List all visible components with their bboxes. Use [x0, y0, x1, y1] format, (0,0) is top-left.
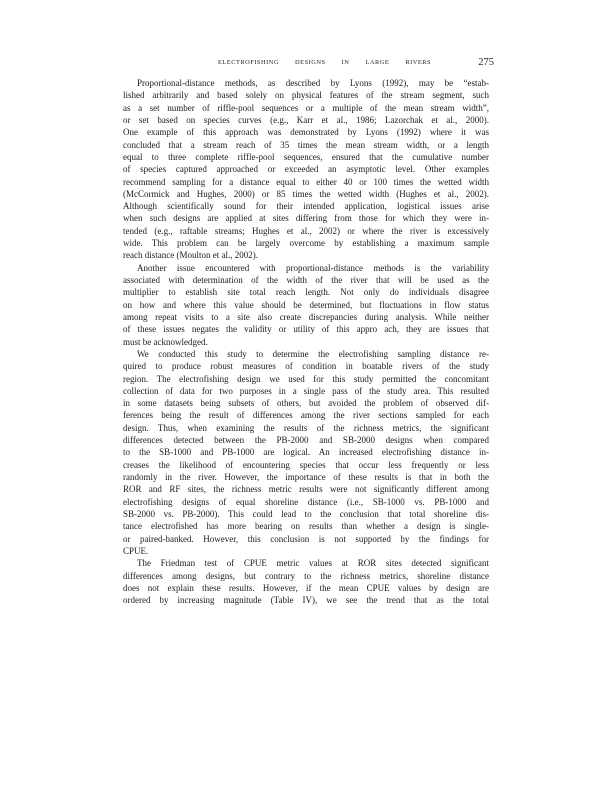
text-line: collection of data for two purposes in a single pass of the study area. This resulted — [123, 385, 489, 396]
text-line: tance electrofished has more bearing on results than whether a design is single- — [123, 521, 489, 532]
text-line: ordered by increasing magnitude (Table IV), we see the trend that as the total — [123, 595, 489, 606]
text-line: SB-2000 vs. PB-2000). This could lead to the conclusion that total shoreline dis- — [123, 508, 489, 519]
text-line: to the SB-1000 and PB-1000 are logical. An increased electrofishing distance in- — [123, 447, 489, 458]
text-line: Although scientifically sound for their intended application, logistical issues arise — [123, 201, 489, 212]
text-line: does not explain these results. However, if the mean CPUE values by design are — [123, 582, 489, 593]
text-line: recommend sampling for a distance equal to either 40 or 100 times the wetted width — [123, 176, 489, 187]
text-line: We conducted this study to determine the electrofishing sampling distance re- — [137, 348, 489, 359]
text-line: equal to three complete riffle-pool sequences, ensured that the cumulative number — [123, 151, 489, 162]
text-line: electrofishing designs of equal shoreline distance (i.e., SB-1000 vs. PB-1000 and — [123, 496, 489, 507]
text-line: in some datasets being subsets of others, but avoided the problem of observed dif- — [123, 398, 489, 409]
text-line: multiplier to establish site total reach length. Not only do individuals disagree — [123, 287, 489, 298]
text-line: randomly in the river. However, the importance of these results is that in both the — [123, 472, 489, 482]
text-line: Proportional-distance methods, as described by Lyons (1992), may be “estab- — [137, 78, 489, 88]
text-line: among repeat visits to a site also create discrepancies during analysis. While neither — [123, 311, 489, 322]
text-line: ROR and RF sites, the richness metric results were not significantly different among — [123, 484, 489, 495]
text-line: CPUE. — [123, 545, 149, 556]
text-line: wide. This problem can be largely overcome by establishing a maximum sample — [123, 238, 489, 249]
running-head: ELECTROFISHING DESIGNS IN LARGE RIVERS — [218, 59, 432, 66]
text-line: differences detected between the PB-2000 and SB-2000 designs when compared — [123, 435, 489, 446]
text-line: One example of this approach was demonstrated by Lyons (1992) where it was — [123, 127, 489, 138]
text-line: or paired-banked. However, this conclusion is not supported by the findings for — [123, 533, 489, 544]
text-line: as a set number of riffle-pool sequences or a multiple of the mean stream width”, — [123, 102, 489, 113]
text-line: Another issue encountered with proportional-distance methods is the variability — [137, 262, 489, 273]
text-line: quired to produce robust measures of condition in boatable rivers of the study — [123, 361, 489, 372]
text-line: or set based on species curves (e.g., Karr et al., 1986; Lazorchak et al., 2000). — [123, 114, 489, 125]
text-line: reach distance (Moulton et al., 2002). — [123, 250, 258, 261]
text-line: of species captured approached or exceeded an asymptotic level. Other examples — [123, 164, 489, 175]
page-number: 275 — [478, 57, 494, 68]
text-line: of these issues negates the validity or utility of this appro ach, they are issues that — [123, 324, 489, 335]
text-line: tended (e.g., raftable streams; Hughes et al., 2002) or where the river is excessively — [123, 225, 489, 236]
text-line: (McCormick and Hughes, 2000) or 85 times the wetted width (Hughes et al., 2002). — [123, 188, 489, 199]
text-line: The Friedman test of CPUE metric values at ROR sites detected significant — [137, 558, 489, 569]
text-line: ferences being the result of differences among the river sections sampled for each — [123, 410, 489, 421]
text-line: associated with determination of the width of the river that will be used as the — [123, 275, 489, 285]
text-line: when such designs are applied at sites differing from those for which they were in- — [123, 213, 489, 224]
text-line: on how and where this value should be determined, but fluctuations in flow status — [123, 299, 489, 310]
text-line: design. Thus, when examining the results of the richness metrics, the significant — [123, 422, 489, 433]
text-line: lished arbitrarily and based solely on physical features of the stream segment, such — [123, 90, 489, 101]
body-text — [123, 77, 489, 606]
text-line: region. The electrofishing design we used for this study permitted the concomitant — [123, 373, 489, 384]
text-line: differences among designs, but contrary to the richness metrics, shoreline distance — [123, 570, 489, 581]
text-line: concluded that a stream reach of 35 times the mean stream width, or a length — [123, 139, 489, 150]
text-line: must be acknowledged. — [123, 336, 208, 347]
text-line: creases the likelihood of encountering species that occur less frequently or less — [123, 459, 489, 470]
